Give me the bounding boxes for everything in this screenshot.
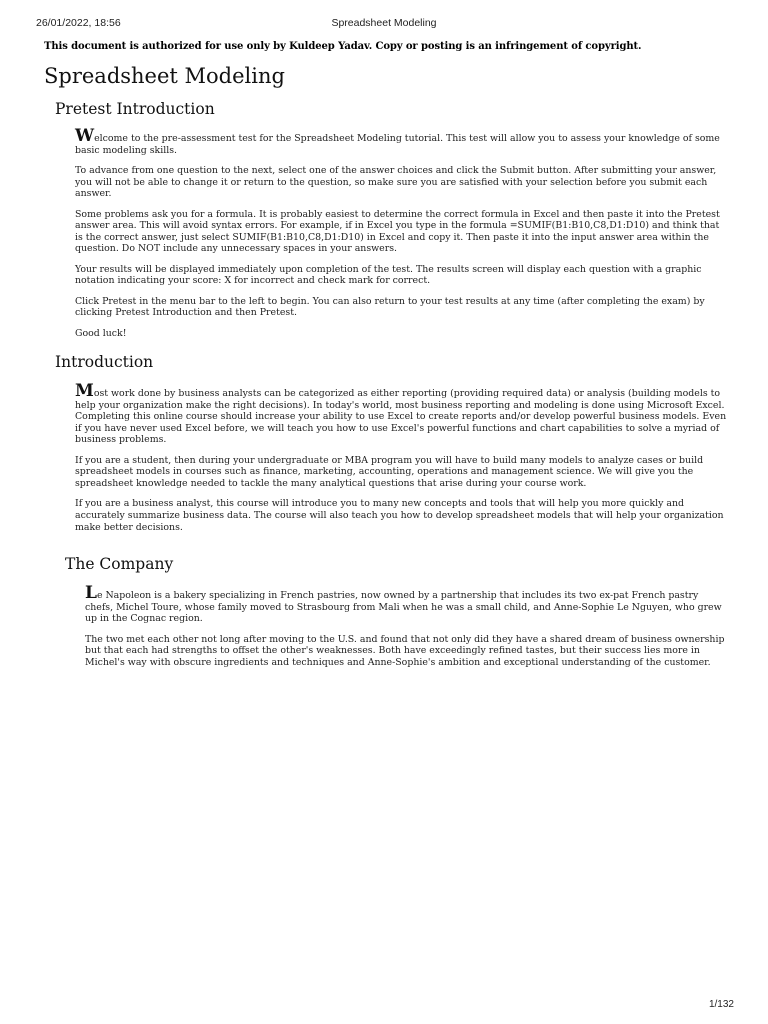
- paragraph: Good luck!: [75, 327, 127, 339]
- copyright-notice: This document is authorized for use only by Kuldeep Yadav. Copy or posting is an infringement of copyright.: [44, 41, 642, 52]
- paragraph: If you are a business analyst, this course will introduce you to many new concepts and tools that will help you more quickly and accurately summarize business data. The course will also teach you how to develop spreadsheet models that will help your organization make better decisions.: [75, 498, 724, 533]
- paragraph: [75, 126, 727, 156]
- print-timestamp: 26/01/2022, 18:56: [36, 17, 121, 29]
- section-the-company: [85, 583, 728, 677]
- paragraph: If you are a student, then during your undergraduate or MBA program you will have to build many models to analyze cases or build spreadsheet models in courses such as finance, marketing, accounting, operations and management science. We will give you the spreadsheet knowledge needed to tackle the many analytical questions that arise during your course work.: [75, 454, 704, 489]
- paragraph-text: ost work done by business analysts can be categorized as either reporting (providing required data) or analysis (building models to help your organization make the right decisions). In today's world, most business reporting and modeling is done using Microsoft Excel. Completing this online course should increase your ability to use Excel to create reports and/or develop powerful business models. Even if you have never used Excel before, we will teach you how to use Excel's powerful functions and chart capabilities to solve a myriad of business problems.: [75, 388, 727, 446]
- drop-cap: M: [75, 381, 94, 401]
- drop-cap: L: [85, 583, 97, 603]
- paragraph: Your results will be displayed immediately upon completion of the test. The results screen will display each question with a graphic notation indicating your score: X for incorrect and check mark for correct.: [75, 263, 702, 287]
- drop-cap: W: [75, 126, 95, 146]
- print-header: [36, 17, 732, 31]
- paragraph: Click Pretest in the menu bar to the left to begin. You can also return to your test results at any time (after completing the exam) by clicking Pretest Introduction and then Pretest.: [75, 295, 705, 319]
- paragraph: To advance from one question to the next, select one of the answer choices and click the Submit button. After submitting your answer, you will not be able to change it or return to the question, so make sure you are satisfied with your selection before you submit each answer.: [75, 164, 717, 200]
- paragraph-text: e Napoleon is a bakery specializing in French pastries, now owned by a partnership that includes its two ex-pat French pastry chefs, Michel Toure, whose family moved to Strasbourg from Mali when he was a small child, and Anne-Sophie Le Nguyen, who grew up in the Cognac region.: [85, 590, 722, 625]
- paragraph: [75, 381, 727, 446]
- paragraph: Some problems ask you for a formula. It is probably easiest to determine the correct formula in Excel and then paste it into the Pretest answer area. This will avoid syntax errors. For example, if in Excel you type in the formula =SUMIF(B1:B10,C8,D1:D10) and think that is the correct answer, just select SUMIF(B1:B10,C8,D1:D10) in Excel and copy it. Then paste it into the input answer area within the question. Do NOT include any unnecessary spaces in your answers.: [75, 208, 720, 255]
- heading-pretest-introduction: Pretest Introduction: [55, 100, 215, 118]
- document-title: Spreadsheet Modeling: [44, 64, 285, 88]
- paragraph: The two met each other not long after moving to the U.S. and found that not only did they have a shared dream of business ownership but that each had strengths to offset the other's weaknesses. Both have exceedingly refined tastes, but their success lies more in Michel's way with obscure ingredients and techniques and Anne-Sophie's ambition and exceptional understanding of the customer.: [85, 633, 725, 668]
- page-number: 1/132: [708, 999, 734, 1010]
- section-introduction: [75, 381, 727, 542]
- heading-introduction: Introduction: [55, 353, 154, 371]
- section-pretest-introduction: [75, 126, 727, 348]
- print-title: Spreadsheet Modeling: [331, 17, 437, 29]
- heading-the-company: The Company: [65, 555, 174, 573]
- paragraph-text: elcome to the pre-assessment test for the Spreadsheet Modeling tutorial. This test will allow you to assess your knowledge of some basic modeling skills.: [75, 133, 720, 156]
- paragraph: [85, 583, 728, 625]
